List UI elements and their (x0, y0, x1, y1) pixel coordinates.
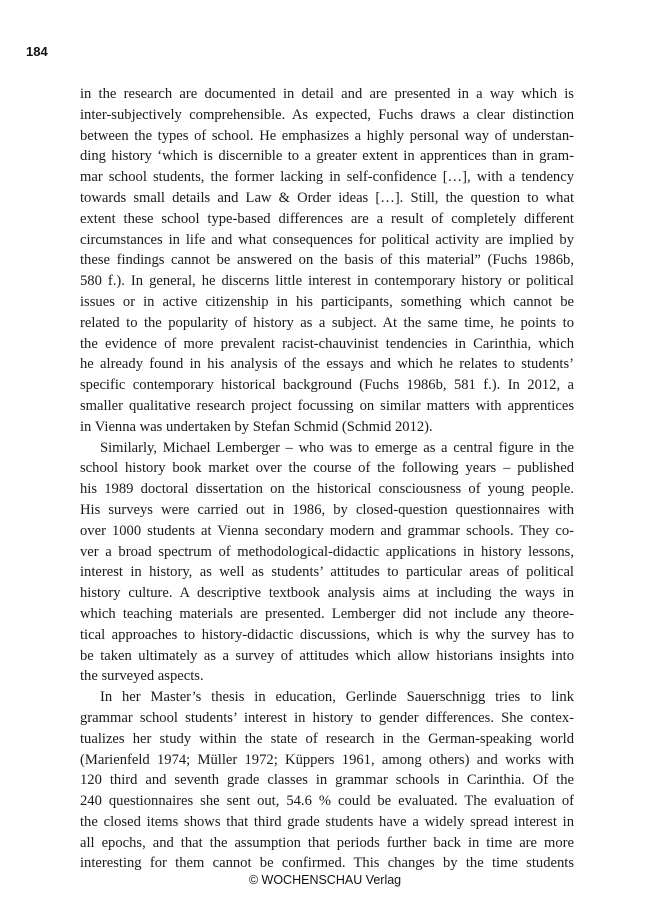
text-line: between the types of school. He emphasizes a highly personal way of understan- (80, 127, 574, 144)
text-line: he already found in his analysis of the essays and which he relates to students’ (80, 356, 574, 373)
text-line: tical approaches to history-didactic discussions, which is why the survey has to (80, 626, 574, 643)
text-line: interesting for them cannot be confirmed. This changes by the time students (80, 855, 574, 872)
text-line: 580 f.). In general, he discerns little interest in contemporary history or political (80, 273, 574, 290)
text-line: towards small details and Law & Order ideas […]. Still, the question to what (80, 189, 574, 206)
paragraph (80, 84, 574, 438)
text-line: all epochs, and that the assumption that periods further back in time are more (80, 834, 574, 851)
text-line: circumstances in life and what consequences for political activity are implied by (80, 231, 574, 248)
text-line: related to the popularity of history as a subject. At the same time, he points to (80, 314, 574, 331)
text-line: ding history ‘which is discernible to a greater extent in apprentices than in gram- (80, 148, 574, 165)
text-line: be taken ultimately as a survey of attitudes which allow historians insights into (80, 647, 574, 664)
text-line: issues or in active citizenship in his participants, something which cannot be (80, 293, 574, 310)
text-line: inter-subjectively comprehensible. As expected, Fuchs draws a clear distinction (80, 106, 574, 123)
paragraph (80, 687, 574, 874)
text-line: in Vienna was undertaken by Stefan Schmid (Schmid 2012). (80, 418, 433, 435)
text-line: grammar school students’ interest in history to gender differences. She contex- (80, 709, 574, 726)
text-line: 120 third and seventh grade classes in grammar schools in Carinthia. Of the (80, 772, 574, 789)
text-line: the evidence of more prevalent racist-chauvinist tendencies in Carinthia, which (80, 335, 574, 352)
text-line: His surveys were carried out in 1986, by closed-question questionnaires with (80, 501, 574, 518)
text-line: smaller qualitative research project focussing on similar matters with apprentices (80, 397, 574, 414)
text-line: the surveyed aspects. (80, 668, 204, 685)
body-text (80, 84, 574, 874)
text-line: 240 questionnaires she sent out, 54.6 % could be evaluated. The evaluation of (80, 793, 574, 810)
text-line: (Marienfeld 1974; Müller 1972; Küppers 1961, among others) and works with (80, 751, 574, 768)
text-line: school history book market over the course of the following years – published (80, 460, 574, 477)
text-line: which teaching materials are presented. Lemberger did not include any theore- (80, 605, 574, 622)
footer-copyright: © WOCHENSCHAU Verlag (248, 873, 402, 887)
text-line: the closed items shows that third grade students have a widely spread interest in (80, 813, 574, 830)
text-line: in the research are documented in detail and are presented in a way which is (80, 86, 574, 102)
text-line: his 1989 doctoral dissertation on the historical consciousness of young people. (80, 481, 574, 498)
text-line: ver a broad spectrum of methodological-didactic applications in history lessons, (80, 543, 574, 560)
text-line: specific contemporary historical background (Fuchs 1986b, 581 f.). In 2012, a (80, 377, 574, 394)
text-line: mar school students, the former lacking in self-confidence […], with a tendency (80, 169, 574, 186)
text-line: these findings cannot be answered on the basis of this material” (Fuchs 1986b, (80, 252, 574, 269)
text-line: In her Master’s thesis in education, Gerlinde Sauerschnigg tries to link (100, 689, 574, 706)
page-number: 184 (26, 44, 48, 59)
text-line: history culture. A descriptive textbook analysis aims at including the ways in (80, 585, 574, 602)
text-line: interest in history, as well as students’ attitudes to particular areas of political (80, 564, 574, 581)
paragraph (80, 438, 574, 688)
text-line: over 1000 students at Vienna secondary modern and grammar schools. They co- (80, 522, 574, 539)
text-line: tualizes her study within the state of research in the German-speaking world (80, 730, 574, 747)
text-line: Similarly, Michael Lemberger – who was to emerge as a central figure in the (100, 439, 574, 456)
text-line: extent these school type-based differences are a result of completely different (80, 210, 574, 227)
